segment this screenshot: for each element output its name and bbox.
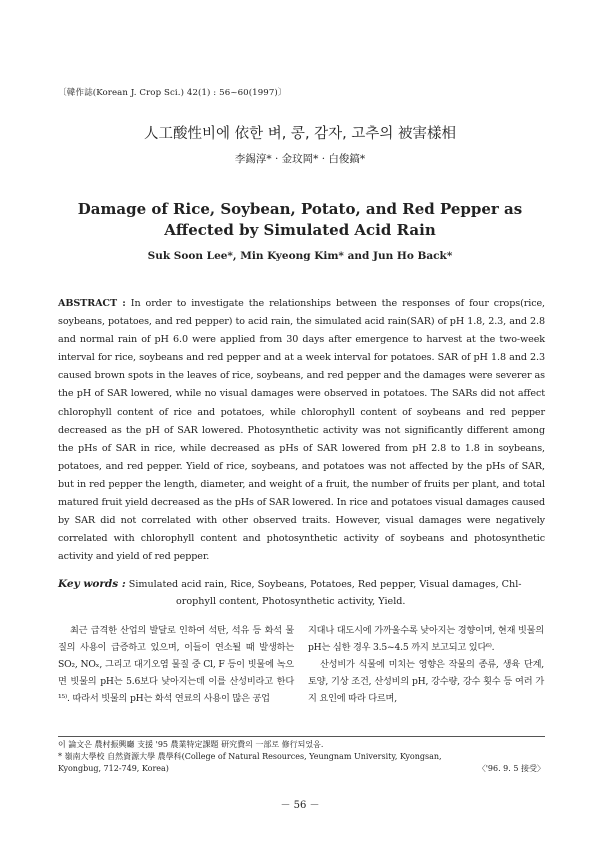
keywords-line-1: Simulated acid rain, Rice, Soybeans, Potatoes, Red pepper, Visual damages, Chl- <box>128 579 522 590</box>
footnote-affiliation-cont: Kyongbug, 712-749, Korea) <box>58 764 169 773</box>
footnote-funding: 이 論文은 農村振興廳 支援 '95 農業特定課題 研究費의 一部로 修行되었음. <box>58 740 324 749</box>
title-english-line-2: Affected by Simulated Acid Rain <box>164 221 436 239</box>
abstract <box>58 295 545 566</box>
keywords <box>58 576 545 610</box>
title-english <box>0 199 600 241</box>
title-korean: 人工酸性비에 依한 벼, 콩, 감자, 고추의 被害樣相 <box>143 126 457 142</box>
body-paragraph: 최근 급격한 산업의 발달로 인하여 석탄, 석유 등 화석 물질의 사용이 급증하고 있으며, 이들이 연소될 때 발생하는 SO₂, NOₓ, 그리고 대기오염 물질 중 Cl, F 등이 빗물에 녹으면 빗물의 pH는 5.6보다 낮아지는데 이를 산성비라고 한다¹⁵⁾. 따라서 빗물의 pH는 화석 연료의 사용이 많은 공업 <box>58 625 294 704</box>
body-column-left <box>58 622 294 707</box>
authors-korean: 李錫淳* · 金玟岡* · 白俊鎬* <box>234 153 366 165</box>
footnote-affiliation: * 嶺南大學校 自然資源大學 農學科(College of Natural Resources, Yeungnam University, Kyongsan, <box>58 752 442 761</box>
authors-english: Suk Soon Lee*, Min Kyeong Kim* and Jun Ho Back* <box>147 250 453 262</box>
footnote-divider <box>58 736 545 737</box>
journal-reference: 〔韓作誌(Korean J. Crop Sci.) 42(1) : 56~60(1997)〕 <box>58 88 287 98</box>
footnotes <box>58 739 545 775</box>
body-paragraph: 지대나 대도시에 가까울수록 낮아지는 경향이며, 현재 빗물의 pH는 심한 경우 3.5~4.5 까지 보고되고 있다⁶⁾. <box>308 625 544 653</box>
abstract-label: ABSTRACT : <box>58 298 126 309</box>
body-column-right <box>308 622 544 707</box>
title-english-line-1: Damage of Rice, Soybean, Potato, and Red Pepper as <box>77 200 523 218</box>
body-paragraph: 산성비가 식물에 미치는 영향은 작물의 종류, 생육 단계, 토양, 기상 조건, 산성비의 pH, 강수량, 강수 횟수 등 여러 가지 요인에 따라 다르며, <box>308 659 544 704</box>
page-number: － 56 － <box>280 800 320 811</box>
abstract-text: In order to investigate the relationships between the responses of four crops(rice, soybeans, potatoes, and red pepper) to acid rain, the simulated acid rain(SAR) of pH 1.8, 2.3, and 2.8 and normal rain of pH 6.0 were applied from 30 days after emergence to harvest at the two-week interval for rice, soybeans and red pepper and at a week interval for potatoes. SAR of pH 1.8 and 2.3 caused brown spots in the leaves of rice, soybeans, and red pepper and the damages were severer as the pH of SAR lowered, while no visual damages were observed in potatoes. The SARs did not affect chlorophyll content of rice and potatoes, while chlorophyll content of soybeans and red pepper decreased as the pH of SAR lowered. Photosynthetic activity was not significantly different among the pHs of SAR in rice, while decreased as pHs of SAR lowered from pH 2.8 to 1.8 in soybeans, potatoes, and red pepper. Yield of rice, soybeans, and potatoes was not affected by the pHs of SAR, but in red pepper the length, diameter, and weight of a fruit, the number of fruits per plant, and total matured fruit yield decreased as the pHs of SAR lowered. In rice and potatoes visual damages caused by SAR did not correlated with other observed traits. However, visual damages were negatively correlated with chlorophyll content and photosynthetic activity of soybeans and photosynthetic activity and yield of red pepper. <box>58 298 545 563</box>
keywords-line-2: orophyll content, Photosynthetic activity, Yield. <box>176 595 406 607</box>
received-date: 〈'96. 9. 5 接受〉 <box>477 764 545 773</box>
keywords-label: Key words : <box>58 578 126 590</box>
